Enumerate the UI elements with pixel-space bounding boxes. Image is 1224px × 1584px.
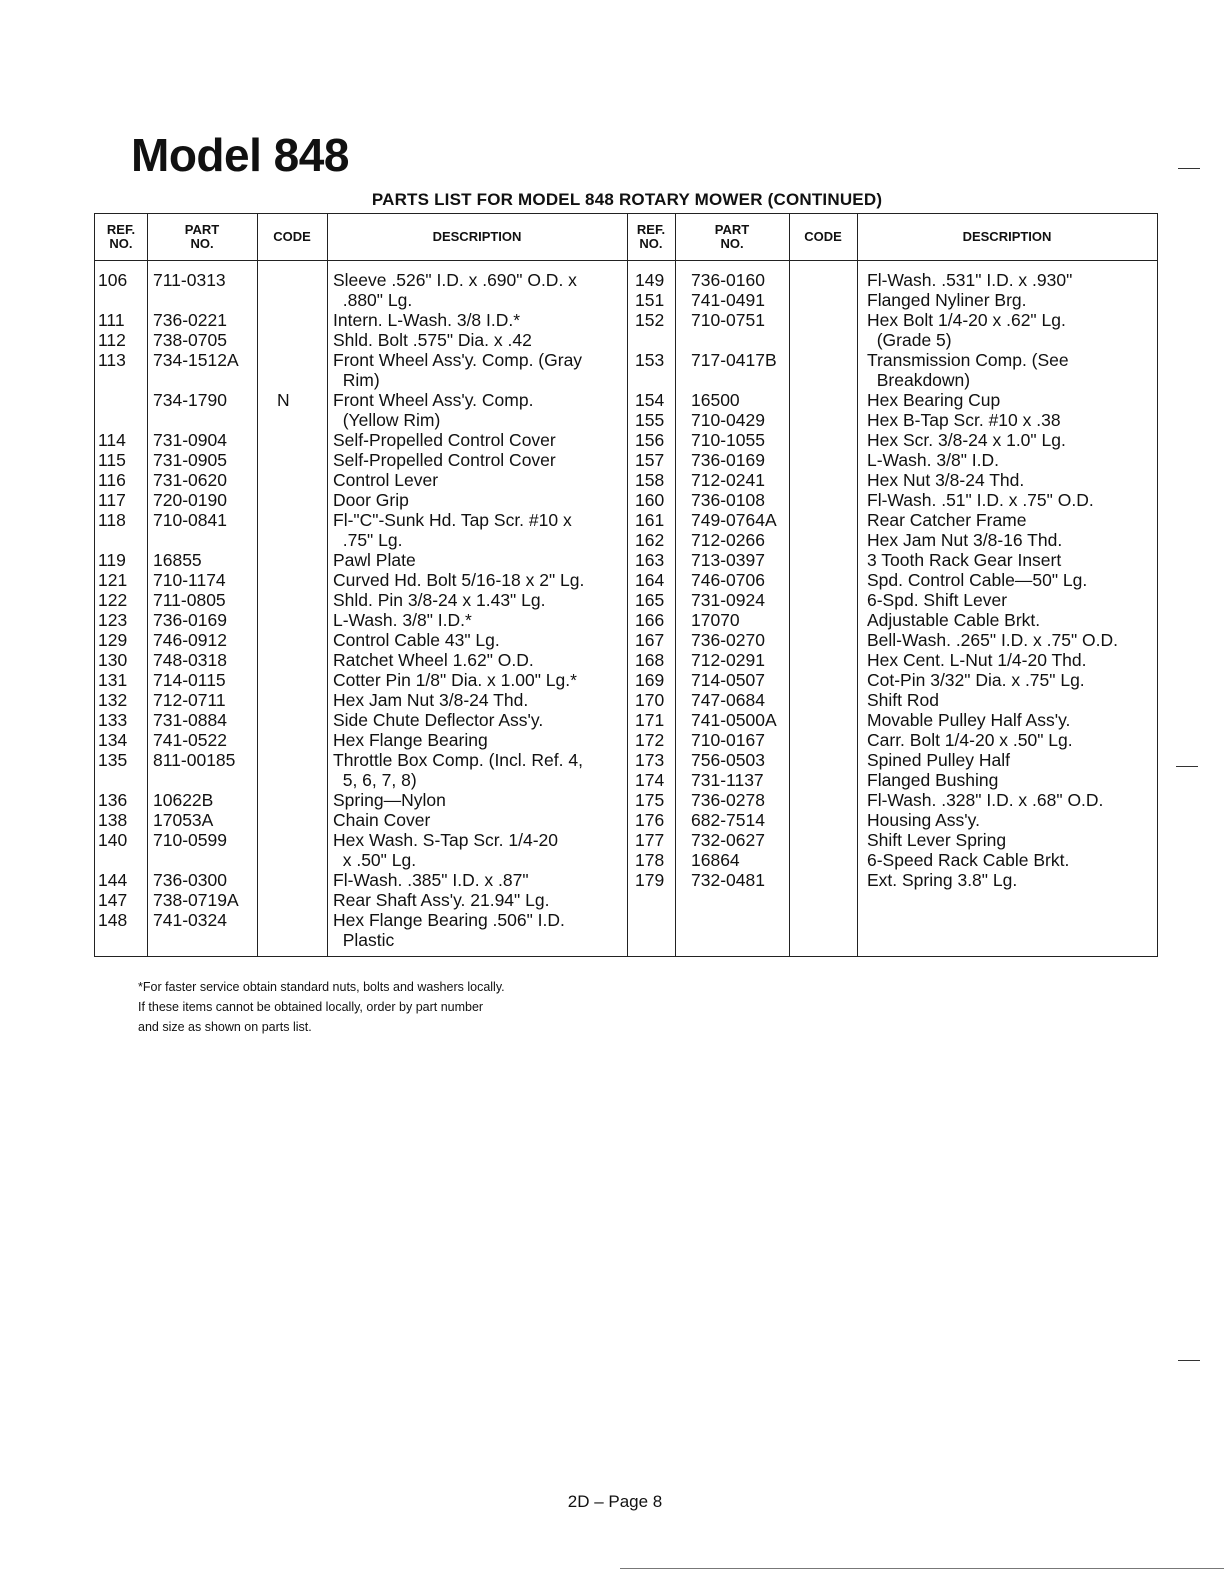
description-cell: Rim) [333, 370, 380, 390]
header-description-right: DESCRIPTION [962, 229, 1052, 244]
table-row [95, 690, 1157, 710]
table-row [95, 710, 1157, 730]
table-row [95, 390, 1157, 410]
bottom-rule [620, 1568, 1224, 1569]
ref-no-cell: 161 [635, 510, 665, 530]
part-no-cell: 710-0751 [691, 310, 765, 330]
table-row [95, 930, 1157, 950]
description-cell: Control Lever [333, 470, 439, 490]
description-cell: Housing Ass'y. [867, 810, 980, 830]
description-cell: 6-Spd. Shift Lever [867, 590, 1008, 610]
part-no-cell: 731-0620 [153, 470, 227, 490]
description-cell: Cot-Pin 3/32" Dia. x .75" Lg. [867, 670, 1085, 690]
ref-no-cell: 149 [635, 270, 665, 290]
footnote-line: and size as shown on parts list. [138, 1020, 312, 1034]
description-cell: (Yellow Rim) [333, 410, 441, 430]
header-no-label: NO. [109, 236, 133, 251]
table-row [95, 910, 1157, 930]
description-cell: Intern. L-Wash. 3/8 I.D.* [333, 310, 521, 330]
table-row [95, 890, 1157, 910]
description-cell: .75" Lg. [333, 530, 403, 550]
ref-no-cell: 130 [98, 650, 128, 670]
description-cell: Hex Wash. S-Tap Scr. 1/4-20 [333, 830, 558, 850]
part-no-cell: 17070 [691, 610, 740, 630]
description-cell: Shld. Pin 3/8-24 x 1.43" Lg. [333, 590, 546, 610]
part-no-cell: 714-0507 [691, 670, 765, 690]
table-row [95, 850, 1157, 870]
table-row [95, 530, 1157, 550]
part-no-cell: 734-1790 [153, 390, 227, 410]
ref-no-cell: 118 [98, 510, 126, 530]
header-part-no-left [147, 214, 257, 260]
ref-no-cell: 173 [635, 750, 665, 770]
table-row [95, 550, 1157, 570]
part-no-cell: 731-0904 [153, 430, 227, 450]
table-row [95, 450, 1157, 470]
part-no-cell: 710-0429 [691, 410, 765, 430]
description-cell: Plastic [333, 930, 395, 950]
part-no-cell: 736-0221 [153, 310, 227, 330]
ref-no-cell: 160 [635, 490, 665, 510]
page-number: 2D – Page 8 [567, 1492, 663, 1511]
description-cell: Ext. Spring 3.8" Lg. [867, 870, 1018, 890]
ref-no-cell: 151 [635, 290, 665, 310]
part-no-cell: 741-0522 [153, 730, 227, 750]
table-row [95, 730, 1157, 750]
part-no-cell: 710-0841 [153, 510, 227, 530]
ref-no-cell: 166 [635, 610, 665, 630]
description-cell: Throttle Box Comp. (Incl. Ref. 4, [333, 750, 583, 770]
description-cell: Front Wheel Ass'y. Comp. [333, 390, 534, 410]
description-cell: Side Chute Deflector Ass'y. [333, 710, 544, 730]
description-cell: Hex Cent. L-Nut 1/4-20 Thd. [867, 650, 1087, 670]
ref-no-cell: 148 [98, 910, 128, 930]
part-no-cell: 731-1137 [691, 770, 764, 790]
description-cell: 5, 6, 7, 8) [333, 770, 417, 790]
description-cell: Shift Rod [867, 690, 939, 710]
part-no-cell: 712-0241 [691, 470, 765, 490]
header-ref-label: REF. [636, 222, 666, 237]
header-part-label: PART [184, 222, 220, 237]
part-no-cell: 736-0160 [691, 270, 765, 290]
description-cell: Flanged Bushing [867, 770, 999, 790]
ref-no-cell: 167 [635, 630, 665, 650]
ref-no-cell: 129 [98, 630, 128, 650]
ref-no-cell: 144 [98, 870, 128, 890]
part-no-cell: 16864 [691, 850, 740, 870]
ref-no-cell: 157 [635, 450, 665, 470]
ref-no-cell: 178 [635, 850, 665, 870]
ref-no-cell: 136 [98, 790, 128, 810]
page-title: Model 848 [131, 129, 349, 181]
table-row [95, 650, 1157, 670]
ref-no-cell: 175 [635, 790, 665, 810]
part-no-cell: 717-0417B [691, 350, 777, 370]
header-description-left: DESCRIPTION [432, 229, 522, 244]
table-row [95, 430, 1157, 450]
part-no-cell: 711-0805 [153, 590, 226, 610]
header-ref-no-right [627, 214, 675, 260]
description-cell: Fl-Wash. .531" I.D. x .930" [867, 270, 1073, 290]
description-cell: (Grade 5) [867, 330, 952, 350]
part-no-cell: 811-00185 [153, 750, 236, 770]
ref-no-cell: 156 [635, 430, 665, 450]
part-no-cell: 714-0115 [153, 670, 226, 690]
ref-no-cell: 174 [635, 770, 665, 790]
ref-no-cell: 152 [635, 310, 665, 330]
description-cell: Shift Lever Spring [867, 830, 1007, 850]
description-cell: .880" Lg. [333, 290, 413, 310]
part-no-cell: 710-0167 [691, 730, 765, 750]
part-no-cell: 734-1512A [153, 350, 239, 370]
ref-no-cell: 132 [98, 690, 128, 710]
table-row [95, 490, 1157, 510]
part-no-cell: 16855 [153, 550, 202, 570]
table-row [95, 570, 1157, 590]
part-no-cell: 736-0278 [691, 790, 765, 810]
table-row [95, 750, 1157, 770]
description-cell: Movable Pulley Half Ass'y. [867, 710, 1071, 730]
ref-no-cell: 168 [635, 650, 665, 670]
description-cell: Spined Pulley Half [867, 750, 1010, 770]
ref-no-cell: 162 [635, 530, 665, 550]
table-row [95, 510, 1157, 530]
table-row [95, 790, 1157, 810]
footnote-line: *For faster service obtain standard nuts, bolts and washers locally. [138, 980, 505, 994]
part-no-cell: 682-7514 [691, 810, 765, 830]
header-ref-no-left [95, 214, 147, 260]
description-cell: Fl-Wash. .328" I.D. x .68" O.D. [867, 790, 1104, 810]
table-row [95, 290, 1157, 310]
header-no-label: NO. [190, 236, 214, 251]
description-cell: Control Cable 43" Lg. [333, 630, 500, 650]
header-code-left: CODE [273, 229, 311, 244]
description-cell: Hex Bearing Cup [867, 390, 1001, 410]
ref-no-cell: 106 [98, 270, 128, 290]
ref-no-cell: 164 [635, 570, 665, 590]
ref-no-cell: 169 [635, 670, 665, 690]
description-cell: Self-Propelled Control Cover [333, 450, 556, 470]
table-row [95, 370, 1157, 390]
description-cell: Fl-Wash. .51" I.D. x .75" O.D. [867, 490, 1094, 510]
table-row [95, 830, 1157, 850]
description-cell: Hex B-Tap Scr. #10 x .38 [867, 410, 1061, 430]
part-no-cell: 710-0599 [153, 830, 227, 850]
parts-table [94, 213, 1158, 957]
part-no-cell: 741-0324 [153, 910, 227, 930]
part-no-cell: 10622B [153, 790, 214, 810]
table-row [95, 470, 1157, 490]
table-row [95, 310, 1157, 330]
ref-no-cell: 113 [98, 350, 126, 370]
part-no-cell: 732-0627 [691, 830, 765, 850]
ref-no-cell: 170 [635, 690, 665, 710]
description-cell: Hex Scr. 3/8-24 x 1.0" Lg. [867, 430, 1066, 450]
description-cell: Hex Bolt 1/4-20 x .62" Lg. [867, 310, 1066, 330]
part-no-cell: 711-0313 [153, 270, 226, 290]
part-no-cell: 16500 [691, 390, 740, 410]
description-cell: Breakdown) [867, 370, 971, 390]
description-cell: Flanged Nyliner Brg. [867, 290, 1027, 310]
description-cell: x .50" Lg. [333, 850, 417, 870]
ref-no-cell: 112 [98, 330, 126, 350]
part-no-cell: 710-1174 [153, 570, 226, 590]
ref-no-cell: 116 [98, 470, 126, 490]
footnote-line: If these items cannot be obtained locally, order by part number [138, 1000, 484, 1014]
description-cell: L-Wash. 3/8" I.D.* [333, 610, 472, 630]
part-no-cell: 746-0912 [153, 630, 227, 650]
ref-no-cell: 114 [98, 430, 126, 450]
part-no-cell: 731-0924 [691, 590, 765, 610]
part-no-cell: 712-0291 [691, 650, 765, 670]
description-cell: Door Grip [333, 490, 409, 510]
code-cell: N [277, 390, 290, 410]
table-row [95, 410, 1157, 430]
ref-no-cell: 154 [635, 390, 665, 410]
description-cell: Ratchet Wheel 1.62" O.D. [333, 650, 534, 670]
part-no-cell: 736-0300 [153, 870, 227, 890]
part-no-cell: 736-0169 [691, 450, 765, 470]
ref-no-cell: 158 [635, 470, 665, 490]
margin-mark [1176, 766, 1198, 767]
part-no-cell: 710-1055 [691, 430, 765, 450]
description-cell: Fl-"C"-Sunk Hd. Tap Scr. #10 x [333, 510, 572, 530]
description-cell: Pawl Plate [333, 550, 416, 570]
ref-no-cell: 117 [98, 490, 126, 510]
description-cell: Hex Flange Bearing .506" I.D. [333, 910, 565, 930]
part-no-cell: 712-0266 [691, 530, 765, 550]
description-cell: Hex Nut 3/8-24 Thd. [867, 470, 1025, 490]
part-no-cell: 17053A [153, 810, 214, 830]
table-row [95, 270, 1157, 290]
ref-no-cell: 138 [98, 810, 128, 830]
description-cell: Shld. Bolt .575" Dia. x .42 [333, 330, 532, 350]
table-header-row [95, 214, 1157, 261]
description-cell: 3 Tooth Rack Gear Insert [867, 550, 1062, 570]
footnote [138, 977, 618, 1037]
table-row [95, 630, 1157, 650]
ref-no-cell: 165 [635, 590, 665, 610]
ref-no-cell: 122 [98, 590, 128, 610]
ref-no-cell: 131 [98, 670, 128, 690]
description-cell: Front Wheel Ass'y. Comp. (Gray [333, 350, 583, 370]
ref-no-cell: 155 [635, 410, 665, 430]
ref-no-cell: 171 [635, 710, 665, 730]
ref-no-cell: 135 [98, 750, 128, 770]
description-cell: L-Wash. 3/8" I.D. [867, 450, 999, 470]
ref-no-cell: 115 [98, 450, 126, 470]
description-cell: Cotter Pin 1/8" Dia. x 1.00" Lg.* [333, 670, 577, 690]
part-no-cell: 738-0719A [153, 890, 239, 910]
part-no-cell: 741-0491 [691, 290, 765, 310]
part-no-cell: 746-0706 [691, 570, 765, 590]
description-cell: Carr. Bolt 1/4-20 x .50" Lg. [867, 730, 1073, 750]
ref-no-cell: 133 [98, 710, 128, 730]
table-row [95, 770, 1157, 790]
description-cell: Fl-Wash. .385" I.D. x .87" [333, 870, 529, 890]
table-caption: PARTS LIST FOR MODEL 848 ROTARY MOWER (CONTINUED) [371, 190, 883, 209]
ref-no-cell: 121 [98, 570, 128, 590]
part-no-cell: 748-0318 [153, 650, 227, 670]
ref-no-cell: 176 [635, 810, 665, 830]
part-no-cell: 720-0190 [153, 490, 227, 510]
table-row [95, 670, 1157, 690]
description-cell: Spring—Nylon [333, 790, 446, 810]
part-no-cell: 713-0397 [691, 550, 765, 570]
ref-no-cell: 119 [98, 550, 126, 570]
part-no-cell: 731-0884 [153, 710, 227, 730]
part-no-cell: 731-0905 [153, 450, 227, 470]
header-ref-label: REF. [106, 222, 136, 237]
description-cell: Transmission Comp. (See [867, 350, 1069, 370]
description-cell: Bell-Wash. .265" I.D. x .75" O.D. [867, 630, 1119, 650]
header-part-no-right [675, 214, 789, 260]
description-cell: Curved Hd. Bolt 5/16-18 x 2" Lg. [333, 570, 585, 590]
part-no-cell: 741-0500A [691, 710, 777, 730]
ref-no-cell: 111 [98, 310, 125, 330]
ref-no-cell: 147 [98, 890, 128, 910]
ref-no-cell: 140 [98, 830, 128, 850]
ref-no-cell: 172 [635, 730, 665, 750]
margin-mark [1178, 168, 1200, 169]
part-no-cell: 736-0169 [153, 610, 227, 630]
part-no-cell: 712-0711 [153, 690, 226, 710]
part-no-cell: 732-0481 [691, 870, 765, 890]
table-row [95, 350, 1157, 370]
table-row [95, 810, 1157, 830]
ref-no-cell: 163 [635, 550, 665, 570]
header-code-right: CODE [804, 229, 842, 244]
table-row [95, 330, 1157, 350]
part-no-cell: 749-0764A [691, 510, 777, 530]
table-row [95, 590, 1157, 610]
description-cell: Rear Catcher Frame [867, 510, 1027, 530]
description-cell: Chain Cover [333, 810, 431, 830]
ref-no-cell: 134 [98, 730, 128, 750]
description-cell: Sleeve .526" I.D. x .690" O.D. x [333, 270, 577, 290]
description-cell: Hex Jam Nut 3/8-24 Thd. [333, 690, 529, 710]
table-row [95, 610, 1157, 630]
description-cell: Spd. Control Cable—50" Lg. [867, 570, 1088, 590]
description-cell: Hex Flange Bearing [333, 730, 488, 750]
part-no-cell: 756-0503 [691, 750, 765, 770]
table-row [95, 870, 1157, 890]
description-cell: Rear Shaft Ass'y. 21.94" Lg. [333, 890, 550, 910]
header-no-label: NO. [720, 236, 744, 251]
part-no-cell: 736-0270 [691, 630, 765, 650]
ref-no-cell: 177 [635, 830, 665, 850]
part-no-cell: 738-0705 [153, 330, 227, 350]
description-cell: Hex Jam Nut 3/8-16 Thd. [867, 530, 1063, 550]
margin-mark [1178, 1360, 1200, 1361]
part-no-cell: 736-0108 [691, 490, 765, 510]
part-no-cell: 747-0684 [691, 690, 765, 710]
ref-no-cell: 123 [98, 610, 128, 630]
description-cell: Self-Propelled Control Cover [333, 430, 556, 450]
header-part-label: PART [714, 222, 750, 237]
header-no-label: NO. [639, 236, 663, 251]
ref-no-cell: 179 [635, 870, 665, 890]
ref-no-cell: 153 [635, 350, 665, 370]
description-cell: Adjustable Cable Brkt. [867, 610, 1041, 630]
description-cell: 6-Speed Rack Cable Brkt. [867, 850, 1070, 870]
